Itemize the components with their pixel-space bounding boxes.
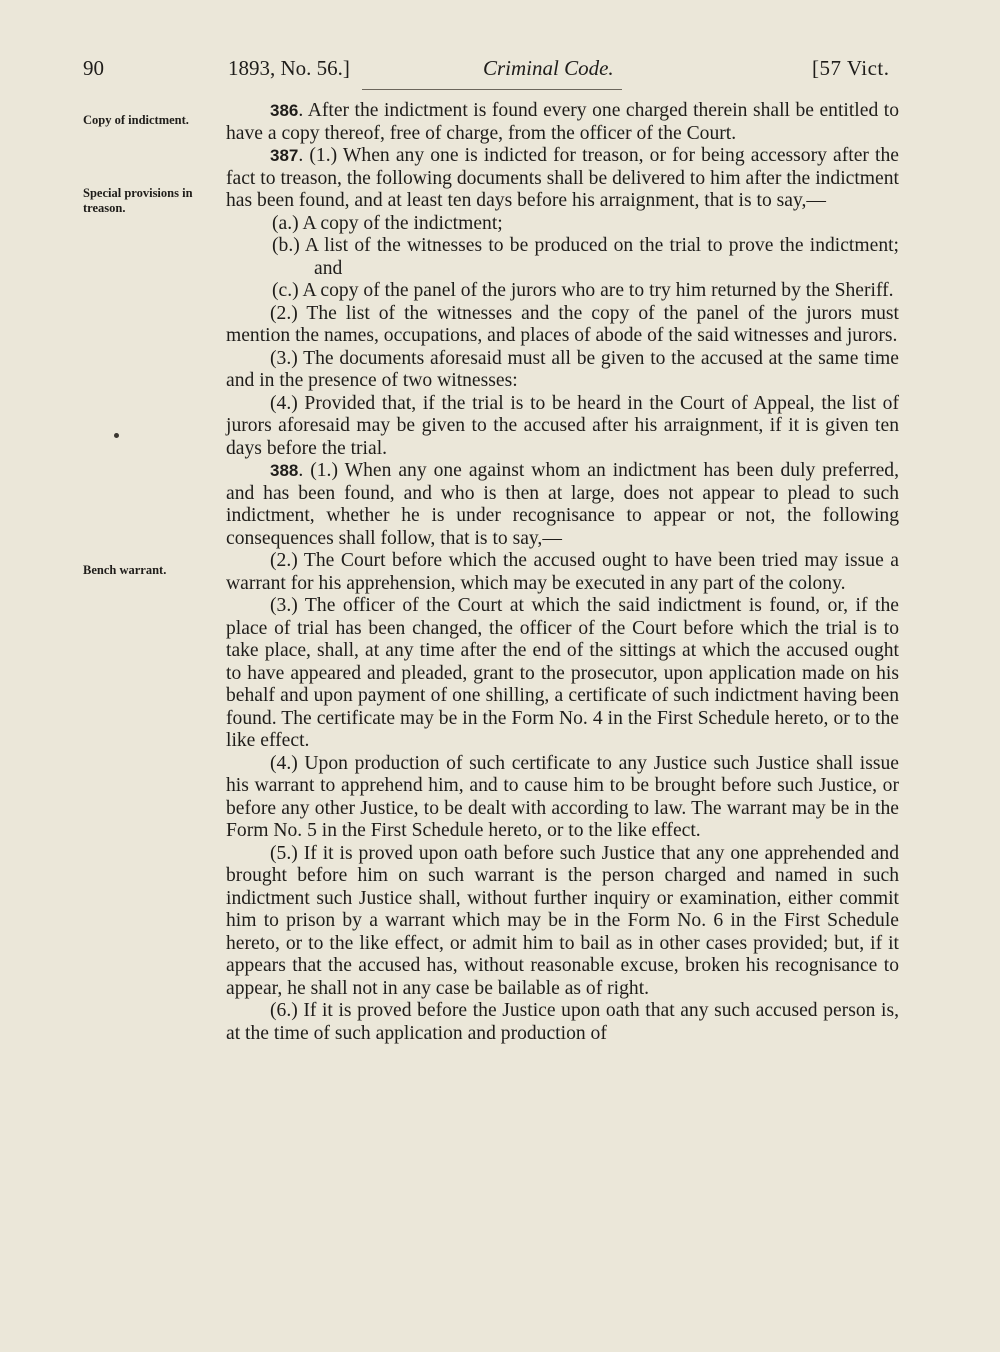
act-year-number: 1893, No. 56.] (228, 56, 350, 80)
margin-note-bench-warrant: Bench warrant. (83, 563, 167, 577)
section-388-4: (4.) Upon production of such certificate to any Justice such Justice shall issue his warrant to apprehend him, and to cause him to be brought before such Justice, or before any other Justice, to be dealt with according to law. The warrant may be in the Form No. 5 in the First Schedule hereto, or to the like effect. (226, 752, 899, 841)
section-number: 388 (270, 461, 299, 480)
main-text (226, 100, 899, 1045)
section-387-1 (226, 145, 899, 213)
stray-mark (114, 433, 119, 438)
section-388-2: (2.) The Court before which the accused ought to have been tried may issue a warrant for his apprehension, which may be executed in any part of the colony. (226, 550, 899, 594)
section-387-3: (3.) The documents aforesaid must all be given to the accused at the same time and in the presence of two witnesses: (226, 347, 899, 391)
section-387-2: (2.) The list of the witnesses and the copy of the panel of the jurors must mention the names, occupations, and places of abode of the said witnesses and jurors. (226, 302, 899, 346)
margin-note-special-provisions: Special provisions in treason. (83, 186, 193, 215)
regnal-year: [57 Vict. (812, 56, 890, 80)
section-388-1 (226, 460, 899, 550)
section-387-4: (4.) Provided that, if the trial is to be heard in the Court of Appeal, the list of jurors aforesaid may be given to the accused after his arraignment, if it is given ten days before the trial. (226, 392, 899, 459)
section-388-3: (3.) The officer of the Court at which the said indictment is found, or, if the place of trial has been changed, the officer of the Court before which the trial is to take place, shall, at any time after the end of the sittings at which the accused ought to have appeared and pleaded, grant to the prosecutor, upon application made on his behalf and upon payment of one shilling, a certificate of such indictment having been found. The certificate may be in the Form No. 4 in the First Schedule hereto, or to the like effect. (226, 595, 899, 751)
section-text: . After the indictment is found every one charged therein shall be entitled to have a copy thereof, free of charge, from the officer of the Court. (226, 100, 899, 144)
section-387-c: (c.) A copy of the panel of the jurors who are to try him returned by the Sheriff. (272, 280, 894, 301)
header-rule (362, 89, 622, 90)
section-text: . (1.) When any one is indicted for treason, or for being accessory after the fact to treason, the following documents shall be delivered to him after the indictment has been found, and at least ten days before his arraignment, that is to say,— (226, 145, 899, 211)
section-388-5: (5.) If it is proved upon oath before such Justice that any one apprehended and brought before him on such warrant is the person charged and named in such indictment such Justice shall, without further inquiry or examination, either commit him to prison by a warrant which may be in the Form No. 6 in the First Schedule hereto, or to the like effect, or admit him to bail as in other cases provided; but, if it appears that the accused has, without reasonable excuse, broken his recognisance to appear, he shall not in any case be bailable as of right. (226, 842, 899, 999)
section-386 (226, 100, 899, 145)
section-387-a: (a.) A copy of the indictment; (272, 212, 503, 234)
margin-note-copy-of-indictment: Copy of indictment. (83, 113, 189, 127)
section-number: 386 (270, 101, 299, 120)
section-number: 387 (270, 146, 299, 165)
running-header (0, 56, 1000, 92)
section-388-6: (6.) If it is proved before the Justice upon oath that any such accused person is, at the time of such application and production of (226, 1000, 899, 1044)
section-387-b: (b.) A list of the witnesses to be produced on the trial to prove the indictment; and (272, 235, 899, 279)
section-text: . (1.) When any one against whom an indictment has been duly preferred, and has been found, and who is then at large, does not appear to plead to such indictment, whether he is under recognisance to appear or not, the following consequences shall follow, that is to say,— (226, 460, 899, 549)
running-title: Criminal Code. (483, 56, 614, 80)
page-number: 90 (83, 56, 104, 80)
